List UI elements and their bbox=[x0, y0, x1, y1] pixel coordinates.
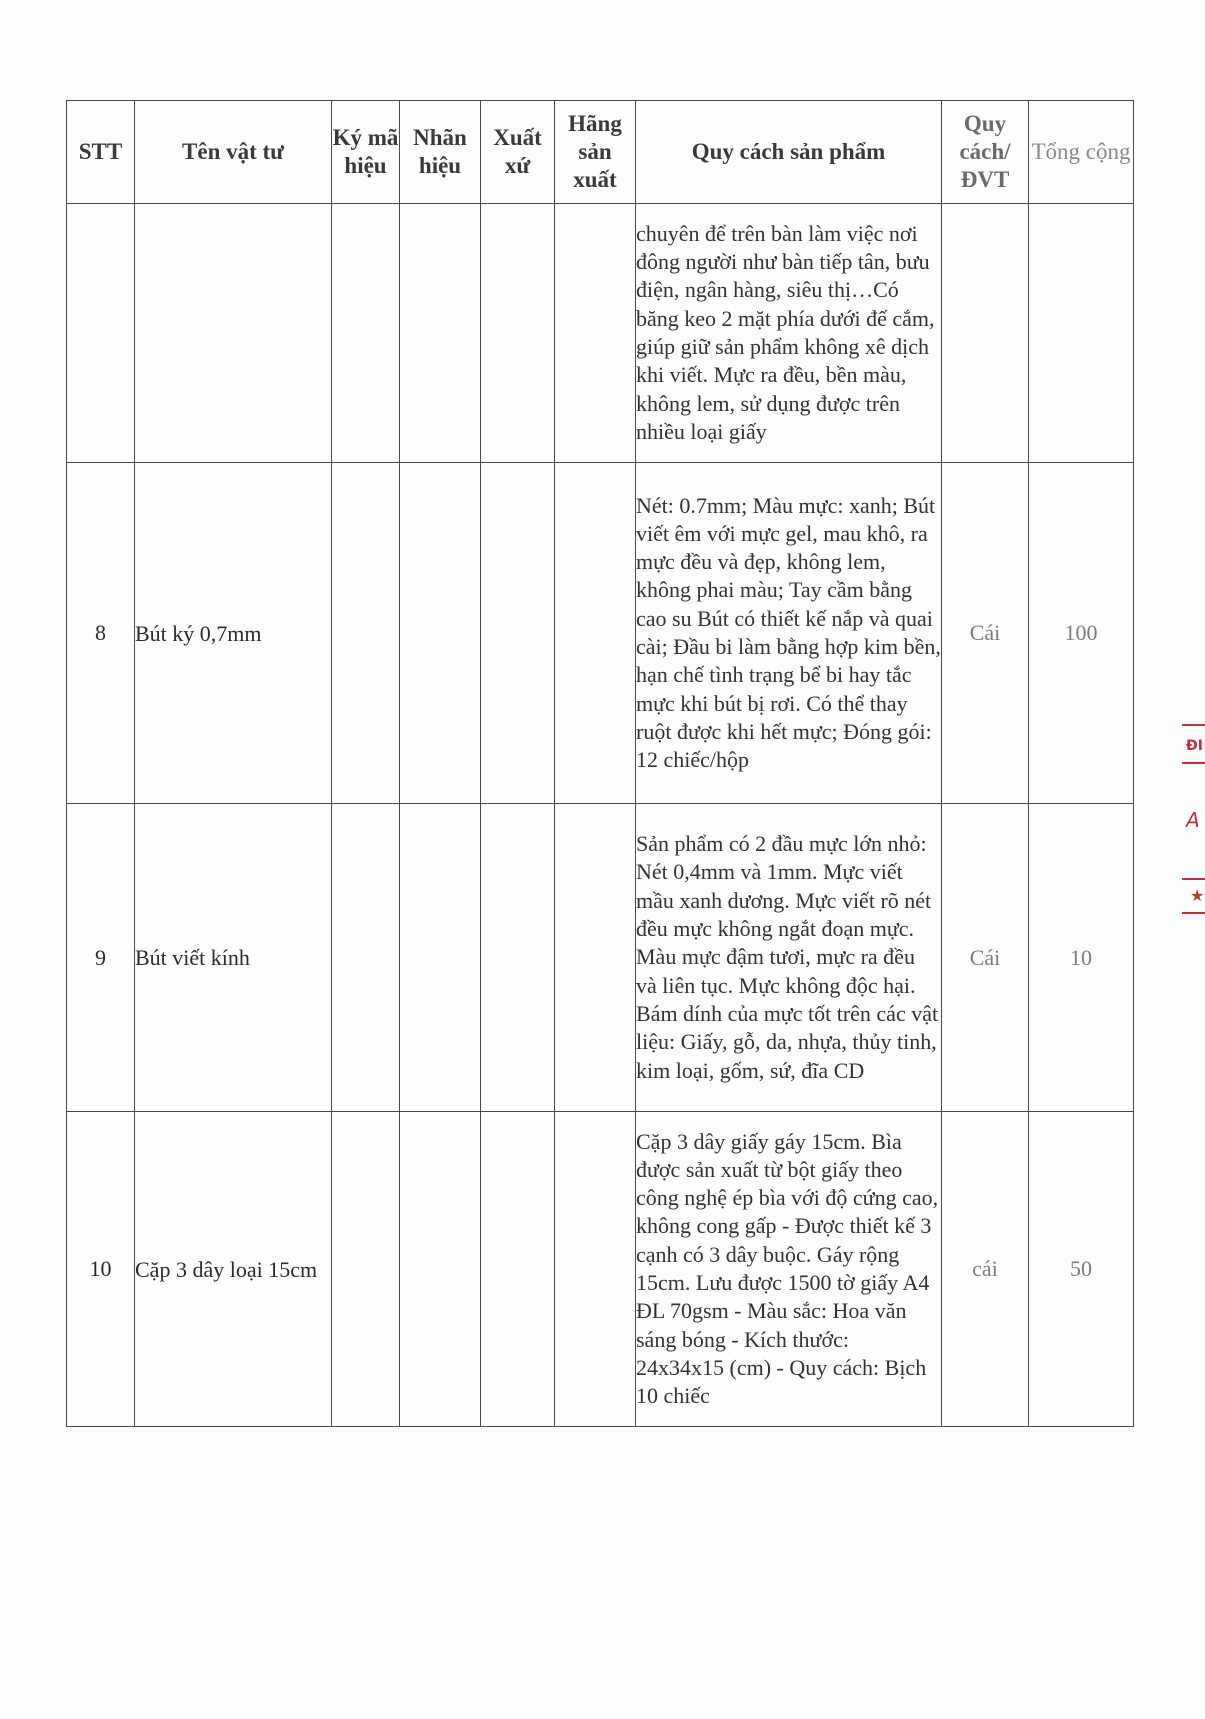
row-product-spec: Cặp 3 dây giấy gáy 15cm. Bìa được sản xuất từ bột giấy theo công nghệ ép bìa với độ cứng cao, không cong gấp - Được thiết kế 3 cạnh có 3 dây buộc. Gáy rộng 15cm. Lưu được 1500 tờ giấy A4 ĐL 70gsm - Màu sắc: Hoa văn sáng bóng - Kích thước: 24x34x15 (cm) - Quy cách: Bịch 10 chiếc bbox=[636, 1112, 942, 1427]
stamp-star-icon: ★ bbox=[1182, 878, 1205, 914]
row-origin bbox=[481, 204, 555, 463]
row-manufacturer bbox=[555, 1112, 636, 1427]
row-origin bbox=[481, 1112, 555, 1427]
row-total: 100 bbox=[1029, 463, 1134, 804]
row-item-name: Bút ký 0,7mm bbox=[135, 463, 332, 804]
row-stt: 9 bbox=[67, 804, 135, 1112]
table-header-row bbox=[67, 101, 1134, 204]
table-row bbox=[67, 804, 1134, 1112]
row-item-name: Cặp 3 dây loại 15cm bbox=[135, 1112, 332, 1427]
row-stt: 8 bbox=[67, 463, 135, 804]
row-total: 10 bbox=[1029, 804, 1134, 1112]
product-spec-table bbox=[66, 100, 1134, 1427]
row-item-name bbox=[135, 204, 332, 463]
row-code bbox=[332, 804, 400, 1112]
header-product-spec: Quy cách sản phẩm bbox=[636, 101, 942, 204]
header-brand: Nhãn hiệu bbox=[400, 101, 481, 204]
row-product-spec: chuyên để trên bàn làm việc nơi đông người như bàn tiếp tân, bưu điện, ngân hàng, siêu thị…Có băng keo 2 mặt phía dưới đế cắm, giúp giữ sản phẩm không xê dịch khi viết. Mực ra đều, bền màu, không lem, sử dụng được trên nhiều loại giấy bbox=[636, 204, 942, 463]
header-item-name: Tên vật tư bbox=[135, 101, 332, 204]
table-row bbox=[67, 1112, 1134, 1427]
table-row bbox=[67, 463, 1134, 804]
row-brand bbox=[400, 204, 481, 463]
row-stt: 10 bbox=[67, 1112, 135, 1427]
row-item-name: Bút viết kính bbox=[135, 804, 332, 1112]
header-origin: Xuất xứ bbox=[481, 101, 555, 204]
table-row bbox=[67, 204, 1134, 463]
row-stt bbox=[67, 204, 135, 463]
row-brand bbox=[400, 1112, 481, 1427]
row-manufacturer bbox=[555, 463, 636, 804]
row-brand bbox=[400, 463, 481, 804]
row-unit: Cái bbox=[942, 804, 1029, 1112]
row-code bbox=[332, 463, 400, 804]
header-unit: Quy cách/ ĐVT bbox=[942, 101, 1029, 204]
row-product-spec: Sản phẩm có 2 đầu mực lớn nhỏ: Nét 0,4mm và 1mm. Mực viết mầu xanh dương. Mực viết rõ nét đều mực không ngắt đoạn mực. Màu mực đậm tươi, mực ra đều và liên tục. Mực không độc hại. Bám dính của mực tốt trên các vật liệu: Giấy, gỗ, da, nhựa, thủy tinh, kim loại, gốm, sứ, đĩa CD bbox=[636, 804, 942, 1112]
row-brand bbox=[400, 804, 481, 1112]
row-product-spec: Nét: 0.7mm; Màu mực: xanh; Bút viết êm với mực gel, mau khô, ra mực đều và đẹp, không lem, không phai màu; Tay cầm bằng cao su Bút có thiết kế nắp và quai cài; Đầu bi làm bằng hợp kim bền, hạn chế tình trạng bể bi hay tắc mực khi bút bị rơi. Có thể thay ruột được khi hết mực; Đóng gói: 12 chiếc/hộp bbox=[636, 463, 942, 804]
header-code: Ký mã hiệu bbox=[332, 101, 400, 204]
row-total bbox=[1029, 204, 1134, 463]
row-code bbox=[332, 204, 400, 463]
row-code bbox=[332, 1112, 400, 1427]
row-unit: cái bbox=[942, 1112, 1029, 1427]
row-total: 50 bbox=[1029, 1112, 1134, 1427]
header-total: Tổng cộng bbox=[1029, 101, 1134, 204]
row-origin bbox=[481, 804, 555, 1112]
header-stt: STT bbox=[67, 101, 135, 204]
row-manufacturer bbox=[555, 804, 636, 1112]
header-manufacturer: Hãng sản xuất bbox=[555, 101, 636, 204]
row-unit: Cái bbox=[942, 463, 1029, 804]
stamp-fragment-middle: A bbox=[1186, 808, 1200, 832]
row-manufacturer bbox=[555, 204, 636, 463]
row-unit bbox=[942, 204, 1029, 463]
stamp-fragment-top: ĐI bbox=[1182, 724, 1205, 764]
row-origin bbox=[481, 463, 555, 804]
